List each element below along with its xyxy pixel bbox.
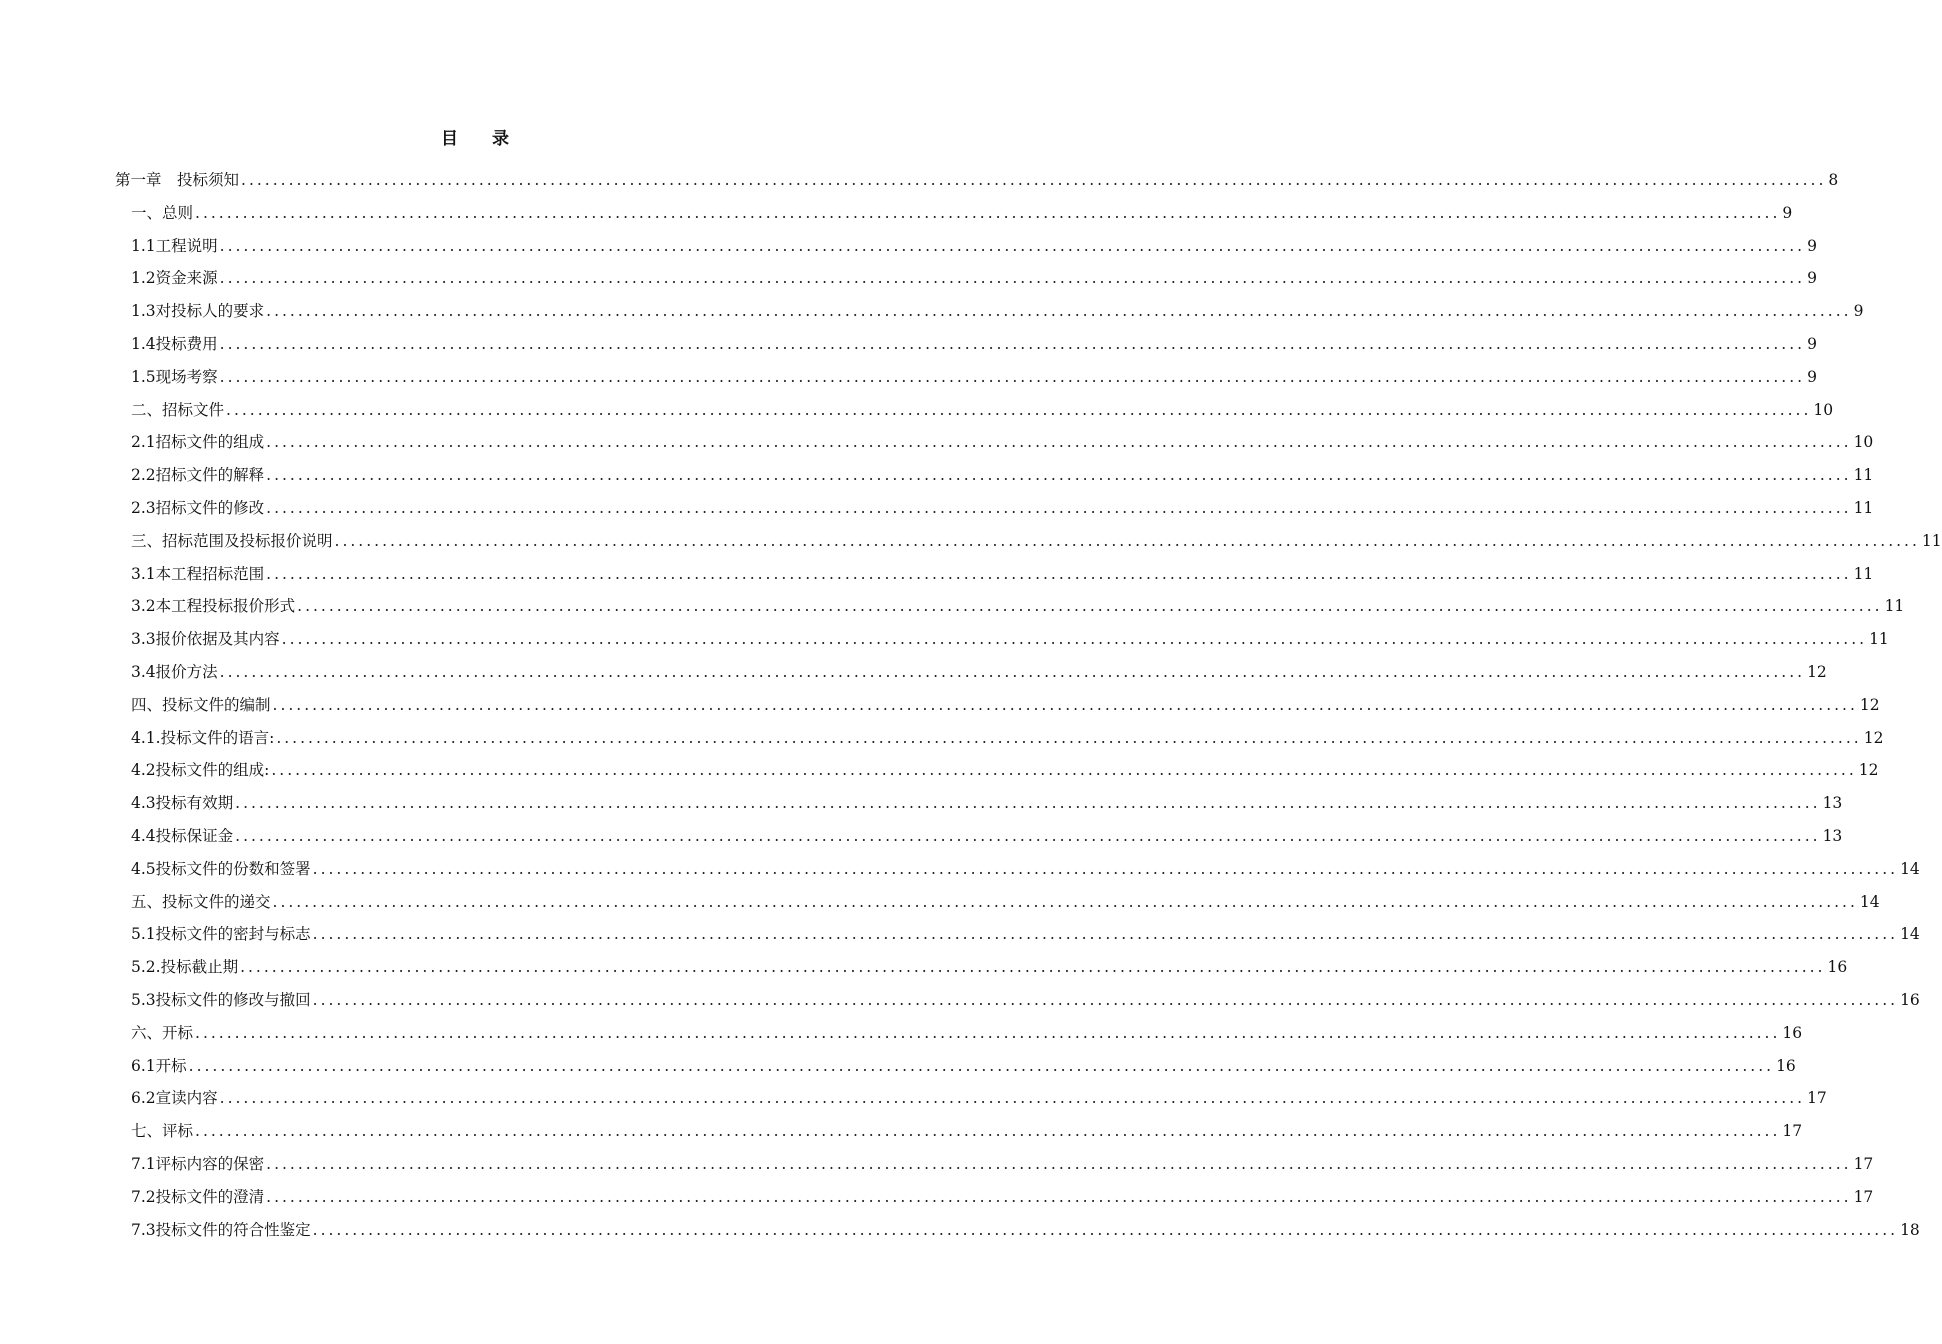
toc-entry[interactable] <box>115 754 1879 787</box>
toc-entry[interactable] <box>115 820 1843 853</box>
toc-dot-leader: ........................................................................................................................................................................................................ <box>297 597 1883 616</box>
toc-entry-page-number: 14 <box>1900 925 1920 944</box>
toc-dot-leader: ........................................................................................................................................................................................................ <box>235 794 1821 813</box>
toc-dot-leader: ........................................................................................................................................................................................................ <box>312 1220 1899 1239</box>
toc-entry-label: 4.3投标有效期 <box>131 794 234 813</box>
toc-entry[interactable] <box>115 1017 1803 1050</box>
toc-entry[interactable] <box>115 328 1817 361</box>
toc-entry[interactable] <box>115 1148 1874 1181</box>
toc-entry[interactable] <box>115 492 1874 525</box>
toc-entry-label: 五、投标文件的递交 <box>131 892 271 911</box>
toc-entry-label: 七、评标 <box>131 1122 194 1141</box>
toc-entry[interactable] <box>115 1115 1803 1148</box>
toc-entry[interactable] <box>115 558 1874 591</box>
toc-entry-page-number: 16 <box>1900 990 1920 1009</box>
toc-entry-page-number: 8 <box>1828 171 1839 189</box>
toc-entry-page-number: 17 <box>1853 1187 1874 1206</box>
toc-entry[interactable] <box>115 230 1817 263</box>
toc-entry-label: 2.3招标文件的修改 <box>131 498 265 517</box>
toc-entry-page-number: 11 <box>1853 498 1874 517</box>
toc-entry-label: 1.4投标费用 <box>131 334 218 353</box>
toc-entry-label: 5.2.投标截止期 <box>131 958 239 977</box>
toc-entry[interactable] <box>115 984 1920 1017</box>
toc-entry-label: 2.1招标文件的组成 <box>131 433 265 452</box>
toc-dot-leader: ........................................................................................................................................................................................................ <box>219 1089 1806 1108</box>
toc-entry[interactable] <box>115 459 1874 492</box>
toc-entry[interactable] <box>115 853 1920 886</box>
toc-entry-page-number: 11 <box>1869 630 1889 649</box>
toc-entry-page-number: 11 <box>1921 531 1942 550</box>
toc-entry-label: 3.3报价依据及其内容 <box>131 630 280 649</box>
toc-dot-leader: ........................................................................................................................................................................................................ <box>266 302 1852 321</box>
toc-entry-label: 4.4投标保证金 <box>131 826 234 845</box>
toc-entry[interactable] <box>115 623 1889 656</box>
toc-entry[interactable] <box>115 886 1880 919</box>
toc-entry-label: 4.1.投标文件的语言: <box>131 728 275 747</box>
toc-dot-leader: ........................................................................................................................................................................................................ <box>276 728 1862 747</box>
toc-entry-page-number: 9 <box>1807 334 1817 353</box>
toc-dot-leader: ........................................................................................................................................................................................................ <box>312 990 1899 1009</box>
toc-entry-page-number: 11 <box>1884 597 1905 616</box>
toc-entry-page-number: 17 <box>1807 1089 1827 1108</box>
toc-entry[interactable] <box>115 918 1920 951</box>
toc-entry-label: 3.2本工程投标报价形式 <box>131 597 296 616</box>
toc-entry[interactable] <box>115 1082 1827 1115</box>
toc-entry[interactable] <box>115 295 1864 328</box>
toc-entry-label: 6.1开标 <box>131 1056 187 1075</box>
toc-entry-label: 第一章 投标须知 <box>115 171 240 189</box>
toc-dot-leader: ........................................................................................................................................................................................................ <box>266 498 1852 517</box>
toc-entry[interactable] <box>115 426 1874 459</box>
toc-entry-page-number: 13 <box>1822 794 1843 813</box>
toc-entry-page-number: 12 <box>1858 761 1879 780</box>
toc-entry-label: 3.4报价方法 <box>131 662 218 681</box>
toc-entry-label: 7.2投标文件的澄清 <box>131 1187 265 1206</box>
toc-entry-page-number: 17 <box>1853 1154 1874 1173</box>
toc-entry-page-number: 16 <box>1776 1056 1796 1075</box>
toc-dot-leader: ........................................................................................................................................................................................................ <box>266 433 1852 452</box>
toc-entry[interactable] <box>115 656 1827 689</box>
toc-entry-label: 2.2招标文件的解释 <box>131 466 265 485</box>
toc-entry-label: 1.5现场考察 <box>131 367 218 386</box>
toc-dot-leader: ........................................................................................................................................................................................................ <box>334 531 1920 550</box>
toc-entry-label: 7.3投标文件的符合性鉴定 <box>131 1220 311 1239</box>
toc-entry-label: 一、总则 <box>131 203 194 222</box>
toc-entry-page-number: 11 <box>1853 466 1874 485</box>
toc-entry-label: 5.3投标文件的修改与撤回 <box>131 990 311 1009</box>
toc-entry[interactable] <box>115 590 1905 623</box>
toc-entry-page-number: 13 <box>1822 826 1843 845</box>
toc-entry[interactable] <box>115 951 1848 984</box>
toc-title: 目 录 <box>441 129 523 149</box>
toc-entry[interactable] <box>115 197 1793 230</box>
toc-dot-leader: ........................................................................................................................................................................................................ <box>219 367 1806 386</box>
toc-dot-leader: ........................................................................................................................................................................................................ <box>272 892 1858 911</box>
toc-dot-leader: ........................................................................................................................................................................................................ <box>312 925 1899 944</box>
toc-entry-page-number: 18 <box>1900 1220 1920 1239</box>
toc-entry-page-number: 14 <box>1859 892 1880 911</box>
toc-entry-label: 四、投标文件的编制 <box>131 695 271 714</box>
toc-entry-label: 1.1工程说明 <box>131 236 218 255</box>
toc-list <box>115 164 1942 1246</box>
toc-dot-leader: ........................................................................................................................................................................................................ <box>266 1187 1852 1206</box>
toc-entry-label: 6.2宣读内容 <box>131 1089 218 1108</box>
toc-entry-page-number: 10 <box>1813 400 1834 419</box>
toc-entry-label: 4.2投标文件的组成: <box>131 761 270 780</box>
toc-entry[interactable] <box>115 1181 1874 1214</box>
toc-entry-label: 六、开标 <box>131 1023 194 1042</box>
toc-entry[interactable] <box>115 1050 1796 1083</box>
toc-dot-leader: ........................................................................................................................................................................................................ <box>266 1154 1852 1173</box>
toc-dot-leader: ........................................................................................................................................................................................................ <box>219 334 1806 353</box>
toc-entry[interactable] <box>115 689 1880 722</box>
toc-entry-page-number: 16 <box>1827 958 1848 977</box>
toc-entry-label: 1.2资金来源 <box>131 269 218 288</box>
toc-dot-leader: ........................................................................................................................................................................................................ <box>272 695 1858 714</box>
toc-entry-page-number: 9 <box>1807 236 1817 255</box>
toc-dot-leader: ........................................................................................................................................................................................................ <box>281 630 1868 649</box>
toc-entry-label: 三、招标范围及投标报价说明 <box>131 531 333 550</box>
toc-dot-leader: ........................................................................................................................................................................................................ <box>266 466 1852 485</box>
toc-dot-leader: ........................................................................................................................................................................................................ <box>219 662 1806 681</box>
toc-entry[interactable] <box>115 164 1839 197</box>
toc-dot-leader: ........................................................................................................................................................................................................ <box>312 859 1899 878</box>
toc-dot-leader: ........................................................................................................................................................................................................ <box>195 1122 1781 1141</box>
toc-entry-page-number: 16 <box>1782 1023 1803 1042</box>
toc-dot-leader: ........................................................................................................................................................................................................ <box>195 1023 1781 1042</box>
toc-dot-leader: ........................................................................................................................................................................................................ <box>188 1056 1775 1075</box>
toc-dot-leader: ........................................................................................................................................................................................................ <box>219 236 1806 255</box>
toc-entry-page-number: 11 <box>1853 564 1874 583</box>
toc-entry-page-number: 12 <box>1859 695 1880 714</box>
toc-entry[interactable] <box>115 525 1942 558</box>
toc-entry[interactable] <box>115 262 1817 295</box>
toc-dot-leader: ........................................................................................................................................................................................................ <box>240 958 1826 977</box>
toc-entry-page-number: 9 <box>1782 203 1793 222</box>
toc-dot-leader: ........................................................................................................................................................................................................ <box>241 171 1827 189</box>
toc-entry-label: 1.3对投标人的要求 <box>131 302 265 321</box>
toc-dot-leader: ........................................................................................................................................................................................................ <box>195 203 1781 222</box>
toc-entry-label: 7.1评标内容的保密 <box>131 1154 265 1173</box>
toc-entry-label: 二、招标文件 <box>131 400 225 419</box>
toc-entry[interactable] <box>115 1214 1920 1247</box>
toc-entry-page-number: 12 <box>1863 728 1884 747</box>
toc-entry[interactable] <box>115 722 1884 755</box>
toc-entry-page-number: 10 <box>1853 433 1874 452</box>
toc-dot-leader: ........................................................................................................................................................................................................ <box>226 400 1812 419</box>
toc-entry-page-number: 9 <box>1807 269 1817 288</box>
toc-entry-page-number: 9 <box>1807 367 1817 386</box>
toc-entry-label: 3.1本工程招标范围 <box>131 564 265 583</box>
toc-entry-page-number: 14 <box>1900 859 1920 878</box>
toc-entry-page-number: 17 <box>1782 1122 1803 1141</box>
toc-entry[interactable] <box>115 361 1817 394</box>
toc-entry-page-number: 9 <box>1853 302 1864 321</box>
toc-entry[interactable] <box>115 787 1843 820</box>
toc-dot-leader: ........................................................................................................................................................................................................ <box>235 826 1821 845</box>
toc-entry-page-number: 12 <box>1807 662 1827 681</box>
toc-entry-label: 5.1投标文件的密封与标志 <box>131 925 311 944</box>
toc-entry[interactable] <box>115 394 1834 427</box>
toc-dot-leader: ........................................................................................................................................................................................................ <box>219 269 1806 288</box>
toc-entry-label: 4.5投标文件的份数和签署 <box>131 859 311 878</box>
toc-dot-leader: ........................................................................................................................................................................................................ <box>266 564 1852 583</box>
toc-dot-leader: ........................................................................................................................................................................................................ <box>271 761 1857 780</box>
